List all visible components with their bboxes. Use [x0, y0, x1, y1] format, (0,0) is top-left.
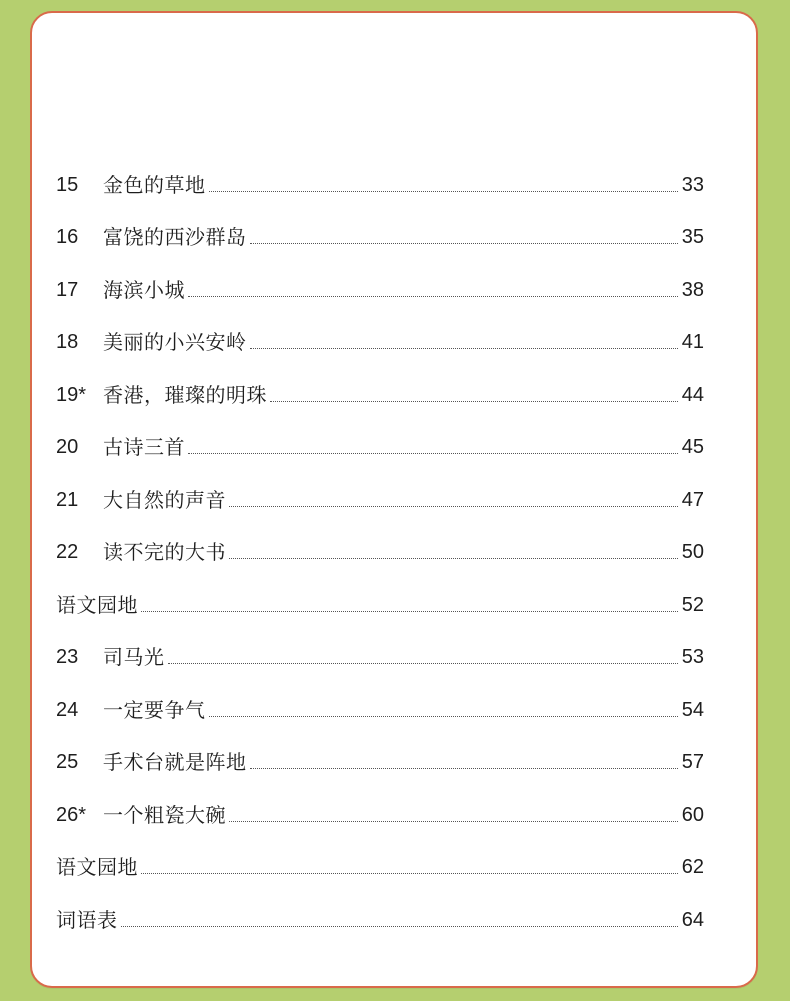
lesson-number: 17	[56, 278, 79, 301]
page-number: 33	[681, 173, 704, 196]
page-number: 35	[681, 226, 704, 248]
lesson-number: 18	[56, 331, 79, 353]
page-number: 62	[681, 856, 704, 878]
dot-leader	[209, 716, 678, 717]
toc-entry[interactable]	[56, 418, 704, 471]
lesson-title: 读不完的大书	[103, 540, 226, 564]
page-number: 44	[681, 383, 704, 406]
lesson-number: 15	[56, 173, 79, 196]
section-title: 词语表	[56, 907, 118, 932]
lesson-title: 香港，璀璨的明珠	[103, 382, 267, 407]
toc-entry[interactable]	[56, 470, 704, 523]
lesson-title: 一定要争气	[103, 697, 206, 722]
dot-leader	[270, 401, 678, 402]
lesson-number: 19*	[56, 383, 87, 406]
toc-entry[interactable]	[56, 890, 704, 943]
toc-entry[interactable]	[56, 313, 704, 366]
lesson-number: 25	[56, 751, 79, 773]
lesson-title: 司马光	[103, 645, 165, 669]
lesson-number: 26*	[56, 803, 87, 826]
toc-entry[interactable]	[56, 365, 704, 418]
section-title: 语文园地	[56, 855, 138, 879]
toc-entry[interactable]	[56, 575, 704, 628]
page-number: 47	[681, 488, 704, 511]
lesson-title: 金色的草地	[103, 172, 206, 197]
lesson-number: 21	[56, 488, 79, 511]
lesson-number: 20	[56, 436, 79, 458]
dot-leader	[141, 611, 678, 612]
table-of-contents	[56, 155, 704, 943]
lesson-title: 大自然的声音	[103, 487, 226, 512]
dot-leader	[121, 926, 678, 927]
dot-leader	[229, 506, 678, 507]
lesson-title: 古诗三首	[103, 435, 185, 459]
lesson-title: 美丽的小兴安岭	[103, 330, 247, 354]
page-number: 54	[681, 698, 704, 721]
dot-leader	[188, 453, 678, 454]
dot-leader	[168, 663, 678, 664]
toc-entry[interactable]	[56, 628, 704, 681]
page-number: 52	[681, 593, 704, 616]
toc-entry[interactable]	[56, 680, 704, 733]
dot-leader	[250, 348, 678, 349]
dot-leader	[250, 243, 678, 244]
lesson-number: 23	[56, 646, 79, 668]
toc-entry[interactable]	[56, 733, 704, 786]
toc-entry[interactable]	[56, 208, 704, 261]
page-number: 45	[681, 436, 704, 458]
dot-leader	[250, 768, 678, 769]
page-number: 50	[681, 541, 704, 563]
page-number: 41	[681, 331, 704, 353]
lesson-number: 16	[56, 226, 79, 248]
lesson-title: 海滨小城	[103, 277, 185, 302]
page-number: 38	[681, 278, 704, 301]
lesson-number: 24	[56, 698, 79, 721]
lesson-title: 一个粗瓷大碗	[103, 802, 226, 827]
dot-leader	[209, 191, 678, 192]
toc-entry[interactable]	[56, 260, 704, 313]
page-number: 60	[681, 803, 704, 826]
lesson-number: 22	[56, 541, 79, 563]
toc-entry[interactable]	[56, 523, 704, 576]
page-number: 57	[681, 751, 704, 773]
section-title: 语文园地	[56, 592, 138, 617]
toc-entry[interactable]	[56, 155, 704, 208]
dot-leader	[229, 558, 678, 559]
toc-entry[interactable]	[56, 785, 704, 838]
dot-leader	[141, 873, 678, 874]
dot-leader	[188, 296, 678, 297]
page-number: 64	[681, 908, 704, 931]
lesson-title: 富饶的西沙群岛	[103, 225, 247, 249]
dot-leader	[229, 821, 678, 822]
toc-entry[interactable]	[56, 838, 704, 891]
page-number: 53	[681, 646, 704, 668]
lesson-title: 手术台就是阵地	[103, 750, 247, 774]
